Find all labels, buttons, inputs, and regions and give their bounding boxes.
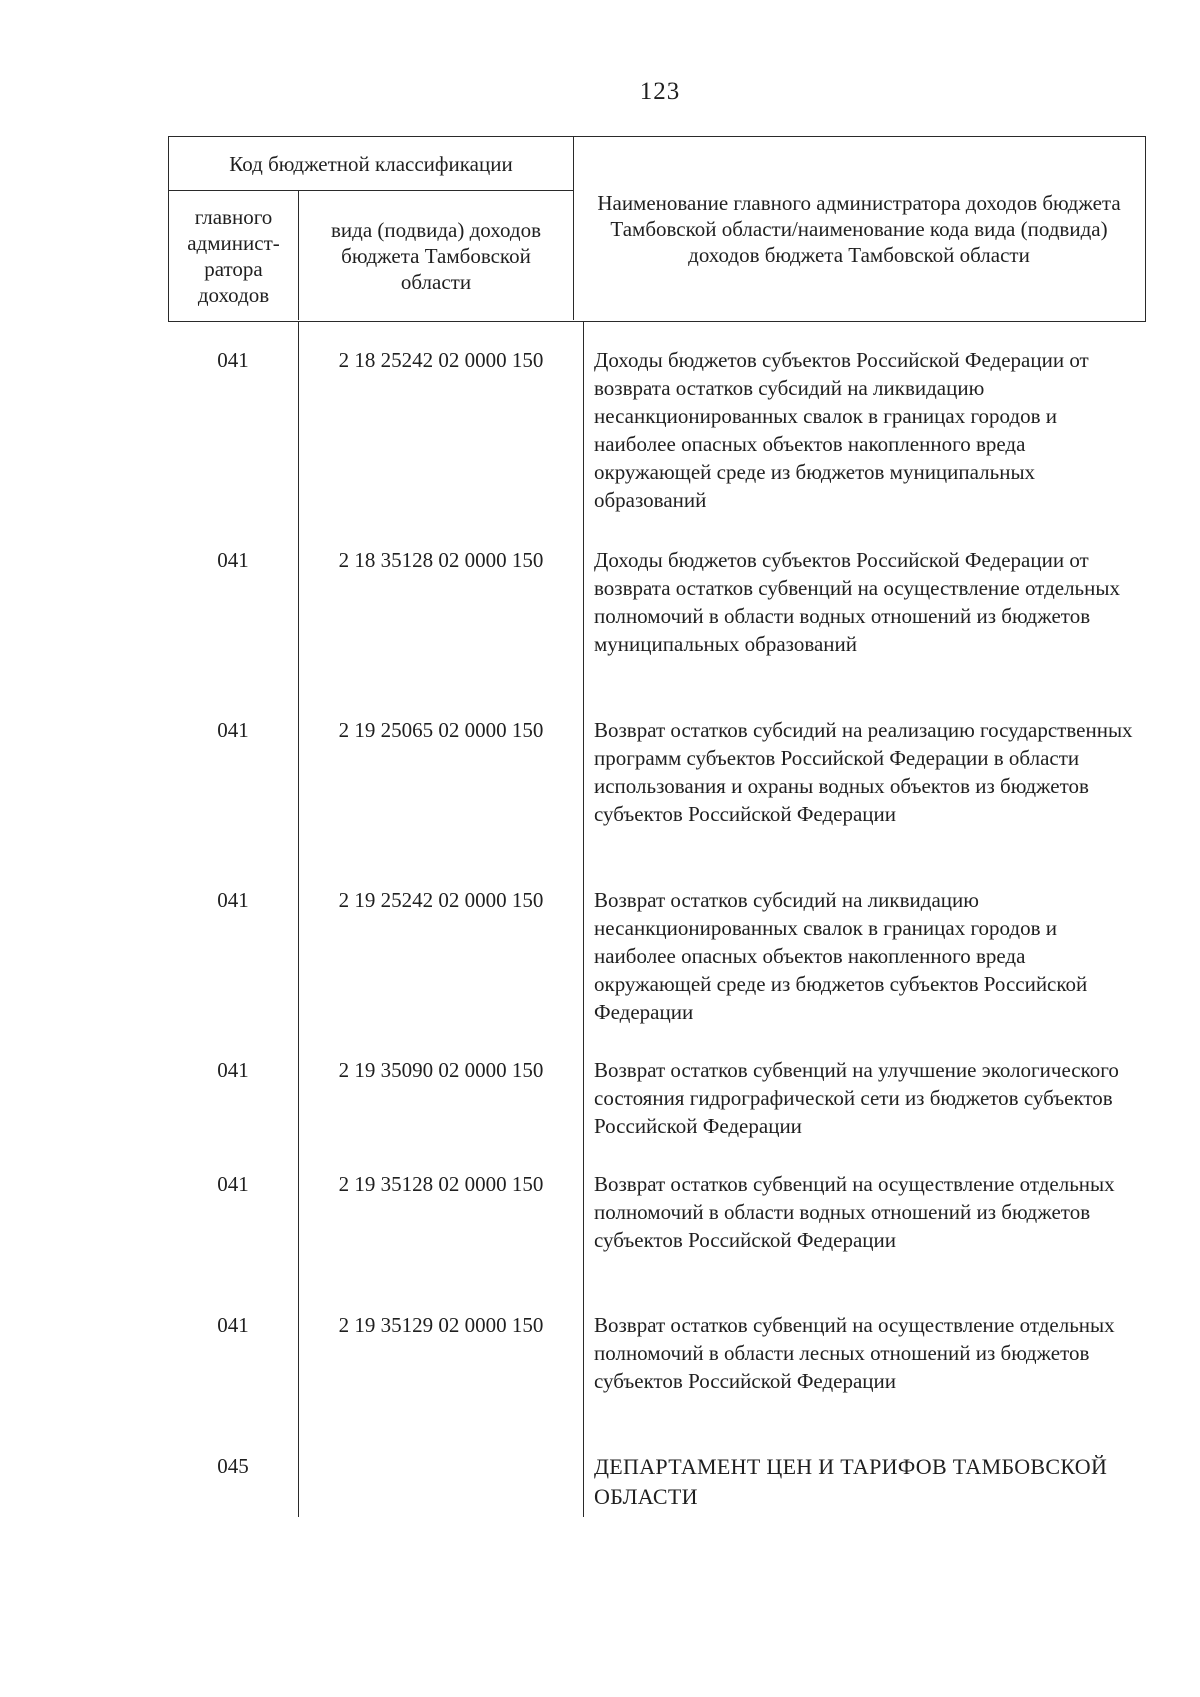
income-name: Возврат остатков субвенций на осуществление отдельных полномочий в области водных отношений из бюджетов субъектов Российской Федерации — [594, 1172, 1115, 1252]
income-code: 2 19 25065 02 0000 150 — [338, 718, 544, 742]
income-name: Возврат остатков субвенций на улучшение экологического состояния гидрографической сети из бюджетов субъектов Российской Федерации — [594, 1058, 1119, 1138]
admin-code: 045 — [217, 1454, 249, 1478]
column-divider-admin — [298, 322, 299, 1517]
table-header — [168, 136, 1146, 322]
income-code: 2 19 35129 02 0000 150 — [338, 1313, 544, 1337]
income-code: 2 19 25242 02 0000 150 — [338, 888, 544, 912]
income-name: Возврат остатков субвенций на осуществление отдельных полномочий в области лесных отношений из бюджетов субъектов Российской Федерации — [594, 1313, 1115, 1393]
admin-code: 041 — [217, 1058, 249, 1082]
admin-code: 041 — [217, 348, 249, 372]
department-name: ДЕПАРТАМЕНТ ЦЕН И ТАРИФОВ ТАМБОВСКОЙ ОБЛАСТИ — [594, 1454, 1108, 1509]
income-name: Возврат остатков субсидий на ликвидацию несанкционированных свалок в границах городов и наиболее опасных объектов накопленного вреда окружающей среде из бюджетов субъектов Российской Федерации — [594, 888, 1088, 1024]
header-admin-column: главного админист-ратора доходов — [169, 191, 299, 320]
page-number: 123 — [639, 78, 681, 105]
income-code: 2 18 35128 02 0000 150 — [338, 548, 544, 572]
admin-code: 041 — [217, 548, 249, 572]
income-code: 2 18 25242 02 0000 150 — [338, 348, 544, 372]
income-code: 2 19 35128 02 0000 150 — [338, 1172, 544, 1196]
admin-code: 041 — [217, 1313, 249, 1337]
header-budget-code-group: Код бюджетной классификации — [169, 137, 574, 191]
income-code: 2 19 35090 02 0000 150 — [338, 1058, 544, 1082]
column-divider-code — [583, 322, 584, 1517]
header-name-column: Наименование главного администратора доходов бюджета Тамбовской области/наименование кода вида (подвида) доходов бюджета Тамбовской области — [597, 190, 1121, 267]
admin-code: 041 — [217, 718, 249, 742]
admin-code: 041 — [217, 1172, 249, 1196]
admin-code: 041 — [217, 888, 249, 912]
income-name: Доходы бюджетов субъектов Российской Федерации от возврата остатков субсидий на ликвидацию несанкционированных свалок в границах городов и наиболее опасных объектов накопленного вреда окружающей среде из бюджетов муниципальных образований — [594, 348, 1089, 512]
header-income-kind-column: вида (подвида) доходов бюджета Тамбовской области — [299, 191, 574, 320]
income-name: Доходы бюджетов субъектов Российской Федерации от возврата остатков субвенций на осуществление отдельных полномочий в области водных отношений из бюджетов муниципальных образований — [594, 548, 1120, 656]
income-name: Возврат остатков субсидий на реализацию государственных программ субъектов Российской Федерации в области использования и охраны водных объектов из бюджетов субъектов Российской Федерации — [594, 718, 1133, 826]
